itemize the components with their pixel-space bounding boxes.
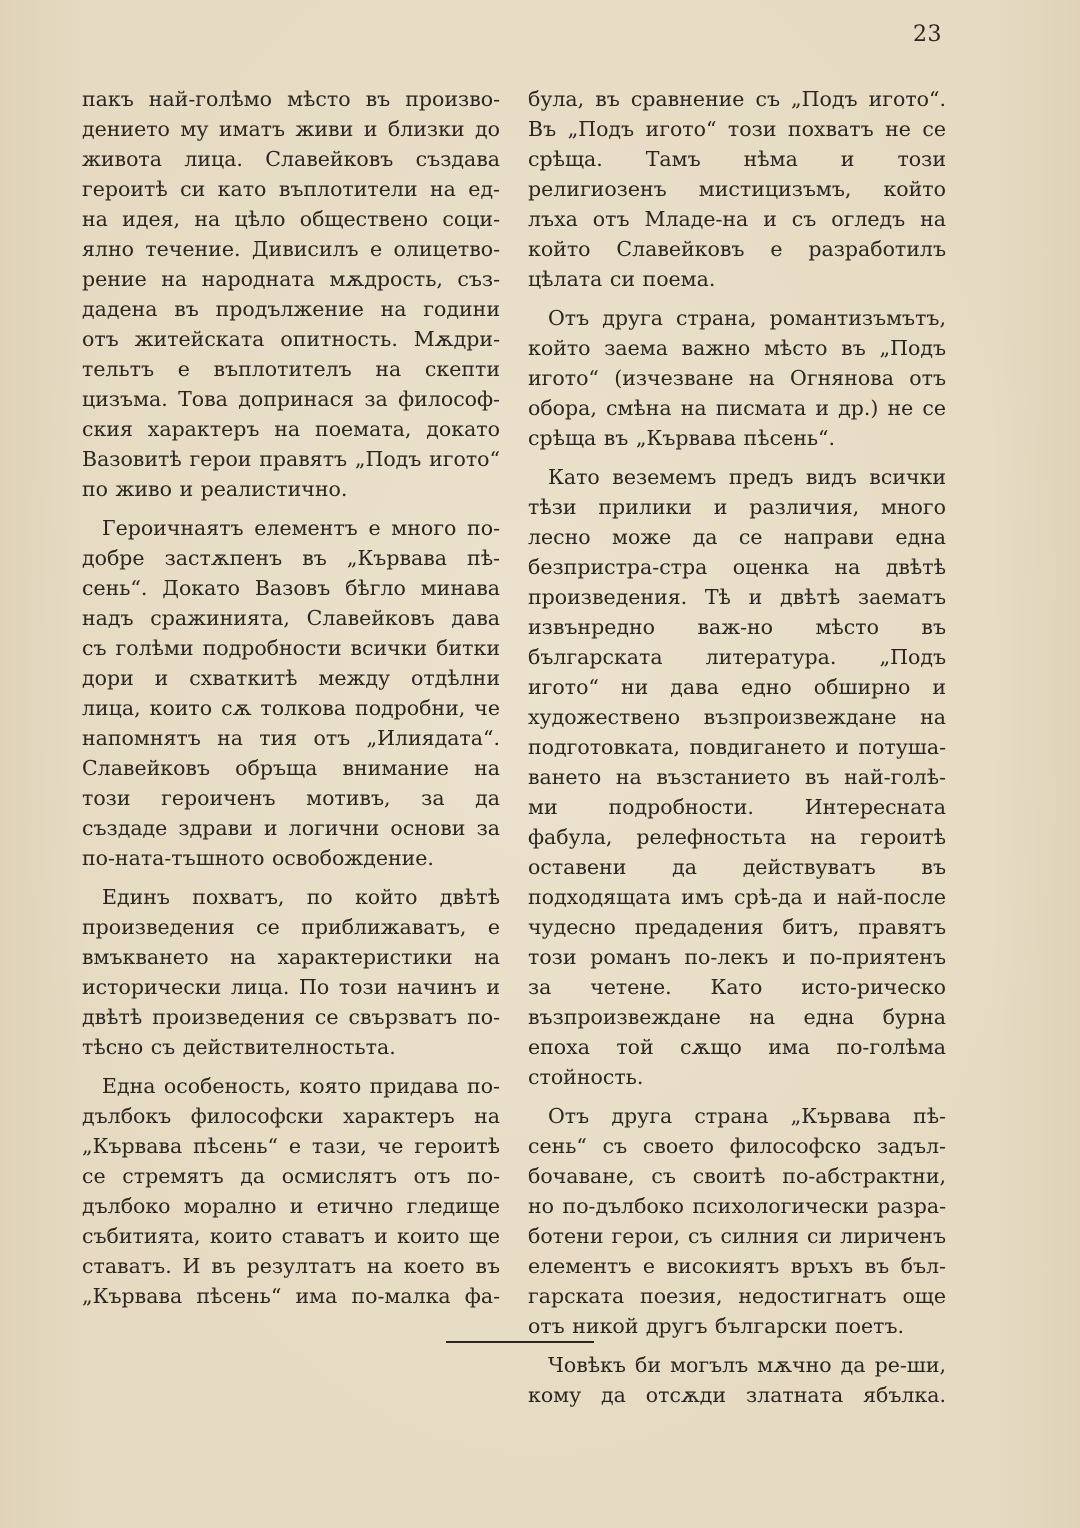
paragraph: пакъ най-голѣмо мѣсто въ произво-дението му иматъ живи и близки до живота лица. Славейковъ създава героитѣ си като въплотители на ед-на идея, на цѣло обществено соци-ялно течение. Дивисилъ е олицетво-рение на народната мѫдрость, съз-дадена въ продължение на години отъ житейската опитность. Мѫдри-тельтъ е въплотителъ на скепти цизъма. Това допринася за философ-ския характеръ на поемата, докато Вазовитѣ герои правятъ „Подъ игото“ по живо и реалистично.	[82, 87, 500, 501]
right-column	[528, 84, 946, 1419]
paragraph: Героичнаятъ елементъ е много по-добре застѫпенъ въ „Кървава пѣ-сень“. Докато Вазовъ бѣгло минава надъ сражинията, Славейковъ дава съ голѣми подробности всички битки дори и схваткитѣ между отдѣлни лица, които сѫ толкова подробни, че напомнятъ на тия отъ „Илиядата“. Славейковъ обръща внимание на този героиченъ мотивъ, за да създаде здрави и логични основи за по-ната-тъшното освобождение.	[82, 516, 500, 870]
paragraph: Единъ похватъ, по който двѣтѣ произведения се приближаватъ, е вмъкването на характеристики на исторически лица. По този начинъ и двѣтѣ произведения се свързватъ по-тѣсно съ действителностьта.	[82, 885, 500, 1059]
paragraph: Отъ друга страна „Кървава пѣ-сень“ съ своето философско задъл-бочаване, съ своитѣ по-абстрактни, но по-дълбоко психологически разра-ботени герои, съ силния си лириченъ елементъ е високиятъ връхъ въ бъл-гарската поезия, недостигнатъ още отъ никой другъ български поетъ.	[528, 1104, 946, 1338]
end-rule	[446, 1341, 594, 1343]
paragraph: Отъ друга страна, романтизъмътъ, който заема важно мѣсто въ „Подъ игото“ (изчезване на Огнянова отъ обора, смѣна на писмата и др.) не се срѣща въ „Кървава пѣсень“.	[528, 306, 946, 450]
paragraph: була, въ сравнение съ „Подъ игото“. Въ „Подъ игото“ този похватъ не се срѣща. Тамъ нѣма и този религиозенъ мистицизъмъ, който лъха отъ Младе-на и съ огледъ на който Славейковъ е разработилъ цѣлата си поема.	[528, 87, 946, 291]
left-column	[82, 84, 500, 1320]
paragraph: Човѣкъ би могълъ мѫчно да ре-ши, кому да отсѫди златната ябълка.	[528, 1353, 946, 1407]
paragraph: Като веземемъ предъ видъ всички тѣзи прилики и различия, много лесно може да се направи една безпристра-стра оценка на двѣтѣ произведения. Тѣ и двѣтѣ заематъ извънредно важ-но мѣсто въ българската литература. „Подъ игото“ ни дава едно обширно и художествено възпроизвеждане на подготовката, повдигането и потуша-ването на възстанието въ най-голѣ-ми подробности. Интересната фабула, релефностьта на героитѣ оставени да действуватъ въ подходящата имъ срѣ-да и най-после чудесно предадения битъ, правятъ този романъ по-лекъ и по-приятенъ за четене. Като исто-рическо възпроизвеждане на една бурна епоха той сѫщо има по-голѣма стойность.	[528, 465, 946, 1089]
page-number: 23	[913, 22, 942, 47]
paragraph: Една особеность, която придава по-дълбокъ философски характеръ на „Кървава пѣсень“ е тази, че героитѣ се стремятъ да осмислятъ отъ по-дълбоко морално и етично гледище събитията, които ставатъ и които ще ставатъ. И въ резултатъ на което въ „Кървава пѣсень“ има по-малка фа-	[82, 1074, 500, 1308]
